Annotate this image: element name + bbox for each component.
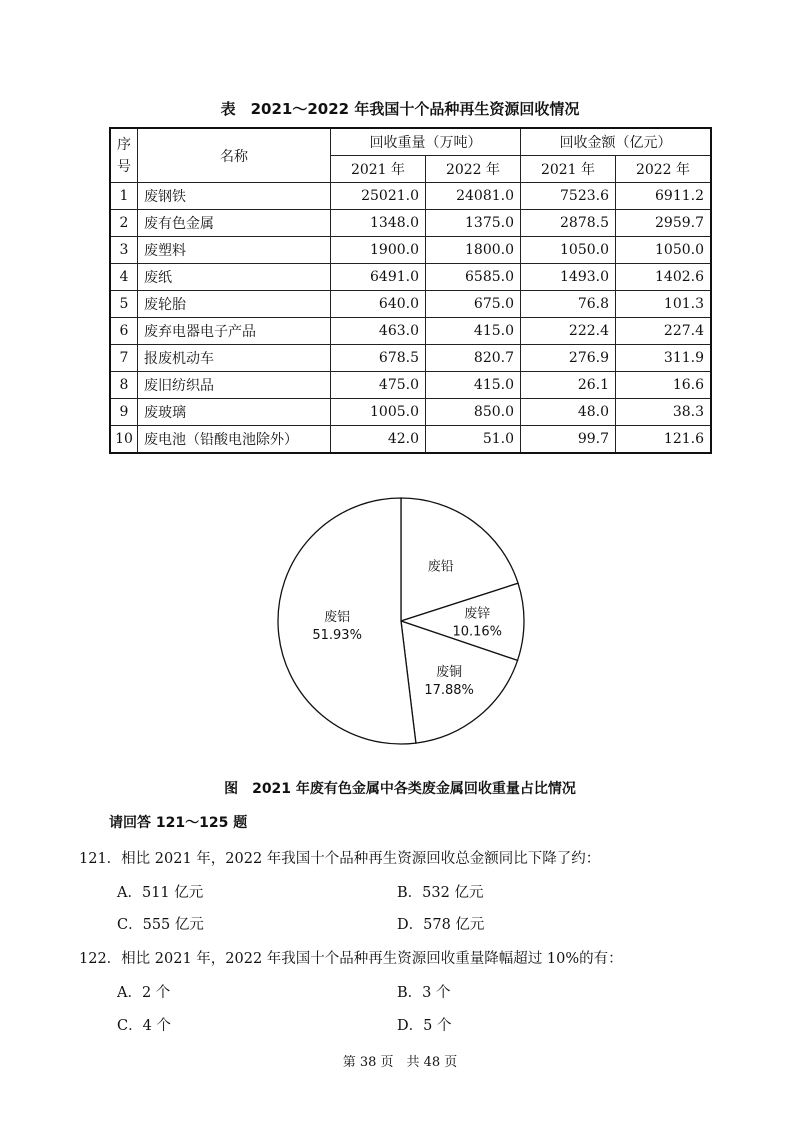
- cell-amount-2021: 276.9: [521, 345, 616, 372]
- cell-amount-2021: 99.7: [521, 426, 616, 454]
- cell-amount-2021: 2878.5: [521, 210, 616, 237]
- header-weight-2021: 2021 年: [331, 156, 426, 183]
- cell-weight-2022: 850.0: [426, 399, 521, 426]
- question-122-option-d: D．5 个: [397, 1018, 452, 1034]
- cell-amount-2022: 227.4: [616, 318, 712, 345]
- cell-amount-2021: 1050.0: [521, 237, 616, 264]
- table-row: [110, 183, 711, 210]
- table-title: 表 2021～2022 年我国十个品种再生资源回收情况: [220, 100, 580, 118]
- cell-amount-2021: 76.8: [521, 291, 616, 318]
- question-121-option-a: A．511 亿元: [117, 885, 204, 901]
- table-row: [110, 210, 711, 237]
- table-body: [110, 183, 711, 454]
- cell-amount-2022: 101.3: [616, 291, 712, 318]
- cell-name: 废轮胎: [138, 291, 331, 318]
- cell-amount-2022: 121.6: [616, 426, 712, 454]
- cell-weight-2022: 24081.0: [426, 183, 521, 210]
- cell-weight-2022: 6585.0: [426, 264, 521, 291]
- cell-name: 报废机动车: [138, 345, 331, 372]
- cell-weight-2022: 415.0: [426, 318, 521, 345]
- header-amount-2021: 2021 年: [521, 156, 616, 183]
- figure-title: 图 2021 年废有色金属中各类废金属回收重量占比情况: [224, 781, 576, 797]
- cell-weight-2022: 1375.0: [426, 210, 521, 237]
- question-121-option-b: B．532 亿元: [397, 885, 484, 901]
- pie-slice-label: 废铜: [436, 665, 463, 681]
- question-122-option-b: B．3 个: [397, 985, 451, 1001]
- header-weight-group: 回收重量（万吨）: [331, 128, 521, 156]
- cell-amount-2022: 1402.6: [616, 264, 712, 291]
- cell-weight-2021: 1900.0: [331, 237, 426, 264]
- cell-name: 废弃电器电子产品: [138, 318, 331, 345]
- cell-amount-2022: 2959.7: [616, 210, 712, 237]
- cell-amount-2021: 1493.0: [521, 264, 616, 291]
- table-row: [110, 399, 711, 426]
- pie-slice-label: 废铝: [324, 609, 351, 625]
- pie-slice-value: 10.16%: [452, 624, 503, 640]
- page-footer: 第 38 页 共 48 页: [342, 1055, 458, 1070]
- cell-no: 1: [110, 183, 138, 210]
- cell-no: 2: [110, 210, 138, 237]
- cell-weight-2021: 42.0: [331, 426, 426, 454]
- question-122-option-c: C．4 个: [117, 1018, 171, 1034]
- header-amount-group: 回收金额（亿元）: [521, 128, 712, 156]
- cell-no: 4: [110, 264, 138, 291]
- header-amount-2022: 2022 年: [616, 156, 712, 183]
- cell-no: 9: [110, 399, 138, 426]
- cell-weight-2021: 475.0: [331, 372, 426, 399]
- header-name: 名称: [138, 128, 331, 183]
- cell-no: 10: [110, 426, 138, 454]
- pie-slice-label: 废铅: [427, 559, 454, 575]
- cell-weight-2021: 1005.0: [331, 399, 426, 426]
- table-row: [110, 345, 711, 372]
- cell-name: 废玻璃: [138, 399, 331, 426]
- question-121-stem: 121．相比 2021 年，2022 年我国十个品种再生资源回收总金额同比下降了约：: [79, 851, 601, 867]
- cell-weight-2021: 6491.0: [331, 264, 426, 291]
- cell-weight-2022: 820.7: [426, 345, 521, 372]
- cell-weight-2021: 1348.0: [331, 210, 426, 237]
- cell-weight-2022: 51.0: [426, 426, 521, 454]
- question-121-option-c: C．555 亿元: [117, 917, 204, 933]
- cell-weight-2022: 675.0: [426, 291, 521, 318]
- table-row: [110, 426, 711, 454]
- cell-amount-2022: 1050.0: [616, 237, 712, 264]
- cell-no: 6: [110, 318, 138, 345]
- cell-weight-2021: 640.0: [331, 291, 426, 318]
- table-row: [110, 264, 711, 291]
- pie-slice-value: 17.88%: [424, 683, 474, 699]
- table-row: [110, 237, 711, 264]
- cell-weight-2022: 1800.0: [426, 237, 521, 264]
- cell-amount-2021: 26.1: [521, 372, 616, 399]
- cell-weight-2021: 678.5: [331, 345, 426, 372]
- cell-name: 废钢铁: [138, 183, 331, 210]
- question-122-stem: 122．相比 2021 年，2022 年我国十个品种再生资源回收重量降幅超过 10%的有：: [79, 951, 623, 967]
- question-prompt: 请回答 121～125 题: [109, 815, 248, 831]
- cell-no: 3: [110, 237, 138, 264]
- table-row: [110, 372, 711, 399]
- cell-weight-2021: 25021.0: [331, 183, 426, 210]
- cell-amount-2022: 311.9: [616, 345, 712, 372]
- question-122-option-a: A．2 个: [117, 985, 171, 1001]
- recycling-table: [109, 127, 712, 454]
- cell-name: 废旧纺织品: [138, 372, 331, 399]
- cell-amount-2022: 38.3: [616, 399, 712, 426]
- pie-slice-value: 51.93%: [312, 627, 362, 643]
- cell-amount-2022: 16.6: [616, 372, 712, 399]
- cell-name: 废纸: [138, 264, 331, 291]
- cell-weight-2021: 463.0: [331, 318, 426, 345]
- table-row: [110, 318, 711, 345]
- cell-name: 废有色金属: [138, 210, 331, 237]
- cell-name: 废塑料: [138, 237, 331, 264]
- cell-name: 废电池（铅酸电池除外）: [138, 426, 331, 454]
- pie-slice-label: 废锌: [464, 606, 491, 622]
- cell-amount-2021: 7523.6: [521, 183, 616, 210]
- question-121-option-d: D．578 亿元: [397, 917, 485, 933]
- pie-chart: [270, 495, 540, 755]
- cell-amount-2022: 6911.2: [616, 183, 712, 210]
- table-row: [110, 291, 711, 318]
- cell-no: 5: [110, 291, 138, 318]
- cell-no: 8: [110, 372, 138, 399]
- cell-weight-2022: 415.0: [426, 372, 521, 399]
- cell-amount-2021: 222.4: [521, 318, 616, 345]
- header-weight-2022: 2022 年: [426, 156, 521, 183]
- cell-no: 7: [110, 345, 138, 372]
- header-seq: 序 号: [110, 128, 138, 183]
- cell-amount-2021: 48.0: [521, 399, 616, 426]
